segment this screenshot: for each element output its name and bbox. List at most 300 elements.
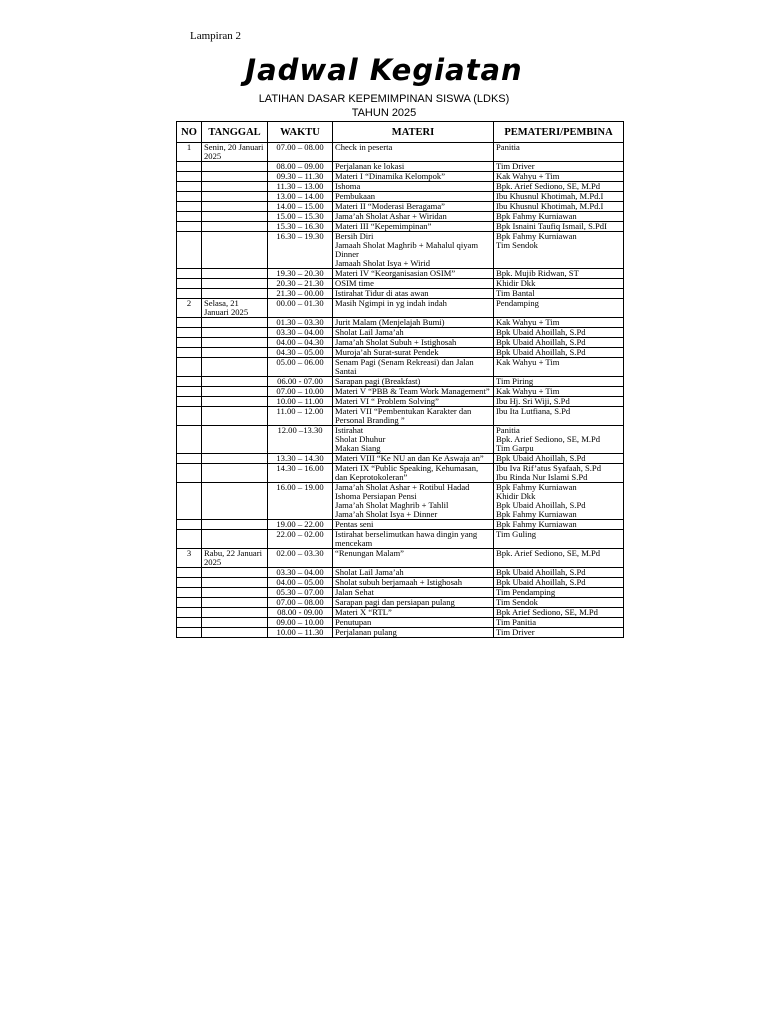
header-row bbox=[177, 122, 624, 143]
day-date-blank bbox=[202, 407, 268, 426]
activity-cell bbox=[333, 426, 494, 454]
cell-line: Jama’ah Sholat Maghrib + Tahlil bbox=[335, 500, 449, 510]
time-cell: 09.00 – 10.00 bbox=[268, 618, 333, 628]
cell-line: Bpk. Arief Sediono, SE, M.Pd bbox=[496, 548, 601, 558]
cell-line: Bpk Fahmy Kurniawan bbox=[496, 482, 577, 492]
cell-line: Kak Wahyu + Tim bbox=[496, 357, 560, 367]
cell-line: Bpk Ubaid Ahoillah, S.Pd bbox=[496, 337, 586, 347]
day-number-blank bbox=[177, 182, 202, 192]
day-number: 1 bbox=[177, 143, 202, 162]
cell-line: Materi IX “Public Speaking, Kehumasan, dan Keprotokoleran” bbox=[335, 463, 479, 482]
day-number-blank bbox=[177, 232, 202, 269]
time-cell: 06.00 - 07.00 bbox=[268, 377, 333, 387]
table-row bbox=[177, 377, 624, 387]
cell-line: “Renungan Malam” bbox=[335, 548, 404, 558]
cell-line: Perjalanan ke lokasi bbox=[335, 161, 405, 171]
day-number-blank bbox=[177, 212, 202, 222]
activity-cell bbox=[333, 269, 494, 279]
cell-line: Bersih Diri bbox=[335, 231, 374, 241]
time-cell: 07.00 – 10.00 bbox=[268, 387, 333, 397]
table-row bbox=[177, 232, 624, 269]
day-date-blank bbox=[202, 358, 268, 377]
page-title: Jadwal Kegiatan bbox=[245, 53, 523, 87]
facilitator-cell bbox=[494, 397, 624, 407]
cell-line: Jurit Malam (Menjelajah Bumi) bbox=[335, 317, 445, 327]
time-cell: 05.00 – 06.00 bbox=[268, 358, 333, 377]
activity-cell bbox=[333, 530, 494, 549]
activity-cell bbox=[333, 232, 494, 269]
facilitator-cell bbox=[494, 407, 624, 426]
day-number-blank bbox=[177, 328, 202, 338]
day-number-blank bbox=[177, 598, 202, 608]
day-date-blank bbox=[202, 426, 268, 454]
facilitator-cell bbox=[494, 628, 624, 638]
cell-line: Materi II “Moderasi Beragama” bbox=[335, 201, 445, 211]
activity-cell bbox=[333, 483, 494, 520]
cell-line: Bpk Ubaid Ahoillah, S.Pd bbox=[496, 453, 586, 463]
day-number-blank bbox=[177, 358, 202, 377]
day-date: Senin, 20 Januari 2025 bbox=[202, 143, 268, 162]
day-date-blank bbox=[202, 328, 268, 338]
day-date-blank bbox=[202, 162, 268, 172]
header-materi: MATERI bbox=[333, 122, 494, 143]
day-number-blank bbox=[177, 318, 202, 328]
table-row bbox=[177, 318, 624, 328]
cell-line: Bpk Ubaid Ahoillah, S.Pd bbox=[496, 500, 586, 510]
activity-cell bbox=[333, 608, 494, 618]
table-row bbox=[177, 454, 624, 464]
cell-line: Kak Wahyu + Tim bbox=[496, 171, 560, 181]
schedule-table bbox=[176, 121, 624, 638]
cell-line: Ibu Rinda Nur Islami S.Pd bbox=[496, 472, 588, 482]
cell-line: Pembukaan bbox=[335, 191, 376, 201]
activity-cell bbox=[333, 289, 494, 299]
table-row bbox=[177, 628, 624, 638]
facilitator-cell bbox=[494, 377, 624, 387]
cell-line: Jalan Sehat bbox=[335, 587, 374, 597]
activity-cell bbox=[333, 328, 494, 338]
activity-cell bbox=[333, 358, 494, 377]
cell-line: Kak Wahyu + Tim bbox=[496, 317, 560, 327]
table-row bbox=[177, 520, 624, 530]
table-row bbox=[177, 202, 624, 212]
day-date-blank bbox=[202, 338, 268, 348]
schedule-body bbox=[177, 143, 624, 638]
facilitator-cell bbox=[494, 549, 624, 568]
cell-line: Pendamping bbox=[496, 298, 539, 308]
cell-line: Bpk Arief Sediono, SE, M.Pd bbox=[496, 607, 598, 617]
time-cell: 19.00 – 22.00 bbox=[268, 520, 333, 530]
table-row bbox=[177, 608, 624, 618]
day-number-blank bbox=[177, 397, 202, 407]
facilitator-cell bbox=[494, 269, 624, 279]
cell-line: Jama’ah Sholat Ashar + Rotibul Hadad bbox=[335, 482, 470, 492]
cell-line: Panitia bbox=[496, 425, 520, 435]
cell-line: Penutupan bbox=[335, 617, 372, 627]
activity-cell bbox=[333, 549, 494, 568]
day-number-blank bbox=[177, 279, 202, 289]
facilitator-cell bbox=[494, 618, 624, 628]
activity-cell bbox=[333, 464, 494, 483]
day-date-blank bbox=[202, 289, 268, 299]
cell-line: Tim Panitia bbox=[496, 617, 537, 627]
activity-cell bbox=[333, 162, 494, 172]
day-date-blank bbox=[202, 232, 268, 269]
subtitle-year: TAHUN 2025 bbox=[351, 107, 417, 119]
activity-cell bbox=[333, 628, 494, 638]
time-cell: 00.00 – 01.30 bbox=[268, 299, 333, 318]
day-number-blank bbox=[177, 426, 202, 454]
time-cell: 14.30 – 16.00 bbox=[268, 464, 333, 483]
cell-line: Materi IV “Keorganisasian OSIM” bbox=[335, 268, 456, 278]
day-number-blank bbox=[177, 172, 202, 182]
header-waktu: WAKTU bbox=[268, 122, 333, 143]
table-row bbox=[177, 172, 624, 182]
cell-line: Tim Sendok bbox=[496, 597, 538, 607]
cell-line: Perjalanan pulang bbox=[335, 627, 397, 637]
day-date-blank bbox=[202, 348, 268, 358]
day-date-blank bbox=[202, 172, 268, 182]
cell-line: Tim Sendok bbox=[496, 240, 538, 250]
cell-line: Sholat Dhuhur bbox=[335, 434, 386, 444]
day-date-blank bbox=[202, 212, 268, 222]
cell-line: Istirahat bbox=[335, 425, 364, 435]
table-row bbox=[177, 212, 624, 222]
cell-line: Senam Pagi (Senam Rekreasi) dan Jalan Santai bbox=[335, 357, 474, 376]
day-date-blank bbox=[202, 279, 268, 289]
facilitator-cell bbox=[494, 232, 624, 269]
activity-cell bbox=[333, 387, 494, 397]
facilitator-cell bbox=[494, 454, 624, 464]
day-number-blank bbox=[177, 483, 202, 520]
cell-line: Ibu Khusnul Khotimah, M.Pd.I bbox=[496, 191, 604, 201]
cell-line: Ibu Iva Rif’atus Syafaah, S.Pd bbox=[496, 463, 602, 473]
cell-line: Sholat Lail Jama’ah bbox=[335, 567, 404, 577]
activity-cell bbox=[333, 212, 494, 222]
activity-cell bbox=[333, 520, 494, 530]
day-number-blank bbox=[177, 568, 202, 578]
time-cell: 10.00 – 11.30 bbox=[268, 628, 333, 638]
day-number-blank bbox=[177, 407, 202, 426]
cell-line: Tim Guling bbox=[496, 529, 537, 539]
cell-line: Sarapan pagi dan persiapan pulang bbox=[335, 597, 455, 607]
day-date-blank bbox=[202, 520, 268, 530]
day-number-blank bbox=[177, 348, 202, 358]
cell-line: Materi X “RTL” bbox=[335, 607, 392, 617]
facilitator-cell bbox=[494, 598, 624, 608]
facilitator-cell bbox=[494, 202, 624, 212]
day-number-blank bbox=[177, 222, 202, 232]
table-row bbox=[177, 279, 624, 289]
activity-cell bbox=[333, 618, 494, 628]
table-row bbox=[177, 397, 624, 407]
cell-line: Ibu Khusnul Khotimah, M.Pd.I bbox=[496, 201, 604, 211]
cell-line: Bpk Isnaini Taufiq Ismail, S.PdI bbox=[496, 221, 607, 231]
day-date-blank bbox=[202, 269, 268, 279]
day-date-blank bbox=[202, 568, 268, 578]
cell-line: Bpk. Arief Sediono, SE, M.Pd bbox=[496, 434, 601, 444]
activity-cell bbox=[333, 143, 494, 162]
time-cell: 04.00 – 04.30 bbox=[268, 338, 333, 348]
time-cell: 12.00 –13.30 bbox=[268, 426, 333, 454]
cell-line: Ibu Hj. Sri Wiji, S.Pd bbox=[496, 396, 570, 406]
day-date-blank bbox=[202, 397, 268, 407]
time-cell: 15.00 – 15.30 bbox=[268, 212, 333, 222]
day-date-blank bbox=[202, 454, 268, 464]
cell-line: Bpk Ubaid Ahoillah, S.Pd bbox=[496, 327, 586, 337]
cell-line: Tim Garpu bbox=[496, 443, 534, 453]
cell-line: Jama’ah Sholat Subuh + Istighosah bbox=[335, 337, 457, 347]
cell-line: Kak Wahyu + Tim bbox=[496, 386, 560, 396]
table-row bbox=[177, 192, 624, 202]
cell-line: Istirahat berselimutkan hawa dingin yang mencekam bbox=[335, 529, 478, 548]
facilitator-cell bbox=[494, 328, 624, 338]
facilitator-cell bbox=[494, 387, 624, 397]
activity-cell bbox=[333, 568, 494, 578]
cell-line: Bpk Fahmy Kurniawan bbox=[496, 519, 577, 529]
time-cell: 10.00 – 11.00 bbox=[268, 397, 333, 407]
day-date-blank bbox=[202, 202, 268, 212]
day-number-blank bbox=[177, 289, 202, 299]
time-cell: 02.00 – 03.30 bbox=[268, 549, 333, 568]
activity-cell bbox=[333, 454, 494, 464]
cell-line: Masih Ngimpi in yg indah indah bbox=[335, 298, 447, 308]
cell-line: Materi V “PBB & Team Work Management” bbox=[335, 386, 490, 396]
facilitator-cell bbox=[494, 608, 624, 618]
table-row bbox=[177, 483, 624, 520]
activity-cell bbox=[333, 202, 494, 212]
cell-line: Jama’ah Sholat Isya + Dinner bbox=[335, 509, 438, 519]
day-number-blank bbox=[177, 162, 202, 172]
cell-line: Bpk Ubaid Ahoillah, S.Pd bbox=[496, 567, 586, 577]
header-no: NO bbox=[177, 122, 202, 143]
day-number-blank bbox=[177, 192, 202, 202]
table-row bbox=[177, 289, 624, 299]
facilitator-cell bbox=[494, 172, 624, 182]
time-cell: 09.30 – 11.30 bbox=[268, 172, 333, 182]
day-number-blank bbox=[177, 578, 202, 588]
facilitator-cell bbox=[494, 348, 624, 358]
day-number: 2 bbox=[177, 299, 202, 318]
facilitator-cell bbox=[494, 299, 624, 318]
cell-line: Jama’ah Sholat Ashar + Wiridan bbox=[335, 211, 447, 221]
activity-cell bbox=[333, 407, 494, 426]
day-date-blank bbox=[202, 483, 268, 520]
facilitator-cell bbox=[494, 318, 624, 328]
table-row bbox=[177, 338, 624, 348]
activity-cell bbox=[333, 222, 494, 232]
facilitator-cell bbox=[494, 578, 624, 588]
facilitator-cell bbox=[494, 182, 624, 192]
table-row bbox=[177, 588, 624, 598]
facilitator-cell bbox=[494, 338, 624, 348]
time-cell: 03.30 – 04.00 bbox=[268, 568, 333, 578]
day-number-blank bbox=[177, 588, 202, 598]
table-row bbox=[177, 464, 624, 483]
table-row bbox=[177, 598, 624, 608]
time-cell: 15.30 – 16.30 bbox=[268, 222, 333, 232]
activity-cell bbox=[333, 348, 494, 358]
cell-line: Sholat Lail Jama’ah bbox=[335, 327, 404, 337]
day-date-blank bbox=[202, 578, 268, 588]
activity-cell bbox=[333, 377, 494, 387]
table-row bbox=[177, 426, 624, 454]
time-cell: 13.30 – 14.30 bbox=[268, 454, 333, 464]
cell-line: Jamaah Sholat Isya + Wirid bbox=[335, 258, 431, 268]
table-row bbox=[177, 578, 624, 588]
day-number-blank bbox=[177, 377, 202, 387]
table-row bbox=[177, 407, 624, 426]
day-number: 3 bbox=[177, 549, 202, 568]
activity-cell bbox=[333, 299, 494, 318]
day-date-blank bbox=[202, 387, 268, 397]
table-row bbox=[177, 299, 624, 318]
cell-line: Ishoma bbox=[335, 181, 361, 191]
day-date-blank bbox=[202, 628, 268, 638]
time-cell: 20.30 – 21.30 bbox=[268, 279, 333, 289]
cell-line: Bpk Fahmy Kurniawan bbox=[496, 211, 577, 221]
cell-line: Check in peserta bbox=[335, 142, 393, 152]
day-number-blank bbox=[177, 269, 202, 279]
table-row bbox=[177, 348, 624, 358]
day-date-blank bbox=[202, 182, 268, 192]
time-cell: 07.00 – 08.00 bbox=[268, 598, 333, 608]
cell-line: Tim Piring bbox=[496, 376, 534, 386]
day-number-blank bbox=[177, 628, 202, 638]
day-date-blank bbox=[202, 222, 268, 232]
cell-line: OSIM time bbox=[335, 278, 374, 288]
cell-line: Ishoma Persiapan Pensi bbox=[335, 491, 417, 501]
facilitator-cell bbox=[494, 426, 624, 454]
subtitle-program: LATIHAN DASAR KEPEMIMPINAN SISWA (LDKS) bbox=[258, 93, 510, 105]
cell-line: Materi VIII “Ke NU an dan Ke Aswaja an” bbox=[335, 453, 484, 463]
time-cell: 22.00 – 02.00 bbox=[268, 530, 333, 549]
cell-line: Panitia bbox=[496, 142, 520, 152]
table-row bbox=[177, 162, 624, 172]
day-date-blank bbox=[202, 464, 268, 483]
day-date-blank bbox=[202, 588, 268, 598]
day-number-blank bbox=[177, 530, 202, 549]
cell-line: Muroja’ah Surat-surat Pendek bbox=[335, 347, 439, 357]
facilitator-cell bbox=[494, 143, 624, 162]
cell-line: Tim Pendamping bbox=[496, 587, 556, 597]
day-number-blank bbox=[177, 464, 202, 483]
time-cell: 14.00 – 15.00 bbox=[268, 202, 333, 212]
day-date: Selasa, 21 Januari 2025 bbox=[202, 299, 268, 318]
time-cell: 11.00 – 12.00 bbox=[268, 407, 333, 426]
cell-line: Bpk Fahmy Kurniawan bbox=[496, 231, 577, 241]
time-cell: 08.00 - 09.00 bbox=[268, 608, 333, 618]
time-cell: 16.30 – 19.30 bbox=[268, 232, 333, 269]
facilitator-cell bbox=[494, 358, 624, 377]
day-date-blank bbox=[202, 192, 268, 202]
cell-line: Bpk Fahmy Kurniawan bbox=[496, 509, 577, 519]
day-date-blank bbox=[202, 530, 268, 549]
facilitator-cell bbox=[494, 289, 624, 299]
activity-cell bbox=[333, 192, 494, 202]
activity-cell bbox=[333, 279, 494, 289]
time-cell: 21.30 – 00.00 bbox=[268, 289, 333, 299]
time-cell: 01.30 – 03.30 bbox=[268, 318, 333, 328]
attachment-label: Lampiran 2 bbox=[190, 30, 242, 42]
day-date: Rabu, 22 Januari 2025 bbox=[202, 549, 268, 568]
time-cell: 08.00 – 09.00 bbox=[268, 162, 333, 172]
cell-line: Sarapan pagi (Breakfast) bbox=[335, 376, 421, 386]
cell-line: Materi VI “ Problem Solving” bbox=[335, 396, 439, 406]
day-number-blank bbox=[177, 520, 202, 530]
cell-line: Bpk. Arief Sediono, SE, M.Pd bbox=[496, 181, 601, 191]
activity-cell bbox=[333, 588, 494, 598]
cell-line: Bpk Ubaid Ahoillah, S.Pd bbox=[496, 577, 586, 587]
facilitator-cell bbox=[494, 588, 624, 598]
day-number-blank bbox=[177, 608, 202, 618]
cell-line: Materi VII “Pembentukan Karakter dan Personal Branding ” bbox=[335, 406, 472, 425]
cell-line: Khidir Dkk bbox=[496, 278, 536, 288]
facilitator-cell bbox=[494, 279, 624, 289]
day-number-blank bbox=[177, 454, 202, 464]
facilitator-cell bbox=[494, 162, 624, 172]
day-date-blank bbox=[202, 608, 268, 618]
table-row bbox=[177, 358, 624, 377]
time-cell: 19.30 – 20.30 bbox=[268, 269, 333, 279]
cell-line: Tim Bantal bbox=[496, 288, 535, 298]
cell-line: Pentas seni bbox=[335, 519, 374, 529]
day-date-blank bbox=[202, 318, 268, 328]
activity-cell bbox=[333, 598, 494, 608]
table-row bbox=[177, 618, 624, 628]
activity-cell bbox=[333, 318, 494, 328]
facilitator-cell bbox=[494, 192, 624, 202]
time-cell: 11.30 – 13.00 bbox=[268, 182, 333, 192]
time-cell: 03.30 – 04.00 bbox=[268, 328, 333, 338]
day-date-blank bbox=[202, 618, 268, 628]
table-row bbox=[177, 182, 624, 192]
facilitator-cell bbox=[494, 568, 624, 578]
time-cell: 04.00 – 05.00 bbox=[268, 578, 333, 588]
table-row bbox=[177, 269, 624, 279]
cell-line: Materi III “Kepemimpinan” bbox=[335, 221, 432, 231]
activity-cell bbox=[333, 338, 494, 348]
cell-line: Makan Siang bbox=[335, 443, 381, 453]
cell-line: Tim Driver bbox=[496, 161, 535, 171]
day-number-blank bbox=[177, 202, 202, 212]
activity-cell bbox=[333, 172, 494, 182]
cell-line: Jamaah Sholat Maghrib + Mahalul qiyam bbox=[335, 240, 479, 250]
cell-line: Istirahat Tidur di atas awan bbox=[335, 288, 429, 298]
table-row bbox=[177, 387, 624, 397]
table-row bbox=[177, 568, 624, 578]
time-cell: 07.00 – 08.00 bbox=[268, 143, 333, 162]
activity-cell bbox=[333, 578, 494, 588]
time-cell: 16.00 – 19.00 bbox=[268, 483, 333, 520]
table-row bbox=[177, 328, 624, 338]
facilitator-cell bbox=[494, 483, 624, 520]
cell-line: Bpk Ubaid Ahoillah, S.Pd bbox=[496, 347, 586, 357]
cell-line: Materi I “Dinamika Kelompok” bbox=[335, 171, 446, 181]
table-row bbox=[177, 549, 624, 568]
facilitator-cell bbox=[494, 520, 624, 530]
cell-line: Dinner bbox=[335, 249, 359, 259]
time-cell: 04.30 – 05.00 bbox=[268, 348, 333, 358]
facilitator-cell bbox=[494, 212, 624, 222]
table-row bbox=[177, 143, 624, 162]
day-number-blank bbox=[177, 387, 202, 397]
cell-line: Tim Driver bbox=[496, 627, 535, 637]
header-tanggal: TANGGAL bbox=[202, 122, 268, 143]
day-number-blank bbox=[177, 618, 202, 628]
day-number-blank bbox=[177, 338, 202, 348]
table-row bbox=[177, 222, 624, 232]
